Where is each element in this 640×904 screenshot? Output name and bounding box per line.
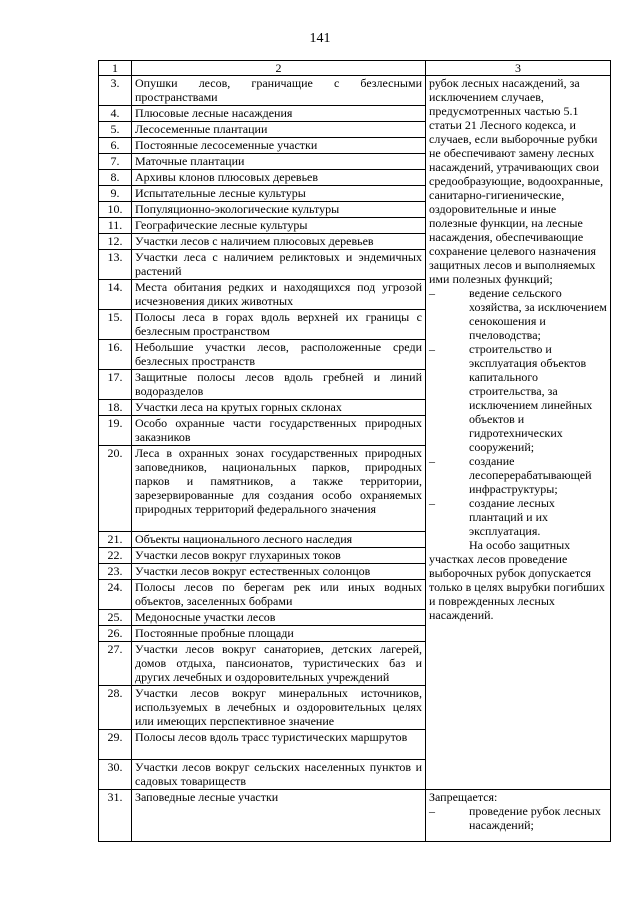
row-number: 12. — [99, 234, 132, 250]
prohibition-cell — [426, 76, 611, 790]
page-number: 141 — [309, 31, 331, 46]
prohibition-item-text: проведение рубок лесных насаждений; — [469, 804, 601, 832]
dash-mark: – — [429, 286, 435, 300]
row-number: 17. — [99, 370, 132, 400]
row-number: 29. — [99, 730, 132, 760]
prohibition-item — [429, 454, 607, 496]
prohibition-intro: рубок лесных насаждений, за исключением случаев, предусмотренных частью 5.1 статьи 21 Лесного кодекса, и случаев, если выборочные рубки не обеспечивают замену лесных насаждений, утрачивающих свои средообразующие, водоохранные, санитарно-гигиенические, оздоровительные и иные полезные функции, на лесные насаждения, обеспечивающие сохранение целевого назначения защитных лесов и выполняемых ими полезных функций; — [429, 76, 604, 286]
row-name: Маточные плантации — [132, 154, 426, 170]
header-cell-1: 1 — [99, 61, 132, 76]
prohibition-item-text: строительство и эксплуатация объектов капитального строительства, за исключением линейных объектов и гидротехнических сооружений; — [469, 342, 593, 454]
table-row — [99, 76, 611, 106]
row-number: 20. — [99, 446, 132, 532]
row-name: Постоянные лесосеменные участки — [132, 138, 426, 154]
row-name: Защитные полосы лесов вдоль гребней и линий водоразделов — [132, 370, 426, 400]
row-name: Участки лесов вокруг минеральных источников, используемых в лечебных и оздоровительных целях или имеющих перспективное значение — [132, 686, 426, 730]
row-number: 26. — [99, 626, 132, 642]
row-name: Заповедные лесные участки — [132, 790, 426, 842]
table-body — [99, 76, 611, 842]
row-name: Участки леса на крутых горных склонах — [132, 400, 426, 416]
row-number: 4. — [99, 106, 132, 122]
row-number: 27. — [99, 642, 132, 686]
prohibition-item-text: ведение сельского хозяйства, за исключением сенокошения и пчеловодства; — [469, 286, 607, 342]
row-number: 5. — [99, 122, 132, 138]
forest-rules-table — [98, 60, 611, 842]
row-name: Опушки лесов, граничащие с безлесными пространствами — [132, 76, 426, 106]
row-name: Участки лесов вокруг санаториев, детских лагерей, домов отдыха, пансионатов, туристических баз и других лечебных и оздоровительных учреждений — [132, 642, 426, 686]
row-number: 24. — [99, 580, 132, 610]
row-name: Постоянные пробные площади — [132, 626, 426, 642]
row-number: 28. — [99, 686, 132, 730]
dash-mark: – — [429, 454, 435, 468]
row-name: Участки лесов вокруг естественных солонцов — [132, 564, 426, 580]
row-name: Леса в охранных зонах государственных природных заповедников, национальных парков, природных парков и памятников, а также территории, зарезервированные для создания особо охраняемых природных территорий федерального значения — [132, 446, 426, 532]
header-cell-2: 2 — [132, 61, 426, 76]
prohibition-item — [429, 496, 607, 538]
row-number: 7. — [99, 154, 132, 170]
protected-areas-note: На особо защитных участках лесов проведение выборочных рубок допускается только в целях вырубки погибших и поврежденных лесных насаждений. — [429, 538, 605, 622]
prohibition-item — [429, 342, 607, 454]
row-name: Полосы леса в горах вдоль верхней их границы с безлесным пространством — [132, 310, 426, 340]
row-name: Испытательные лесные культуры — [132, 186, 426, 202]
row-number: 10. — [99, 202, 132, 218]
row-name: Лесосеменные плантации — [132, 122, 426, 138]
row-number: 30. — [99, 760, 132, 790]
row-name: Полосы лесов по берегам рек или иных водных объектов, заселенных бобрами — [132, 580, 426, 610]
row-name: Полосы лесов вдоль трасс туристических маршрутов — [132, 730, 426, 760]
row-name: Участки леса с наличием реликтовых и эндемичных растений — [132, 250, 426, 280]
dash-mark: – — [429, 804, 435, 818]
row-number: 22. — [99, 548, 132, 564]
row-number: 25. — [99, 610, 132, 626]
row-name: Участки лесов вокруг сельских населенных пунктов и садовых товариществ — [132, 760, 426, 790]
row-name: Места обитания редких и находящихся под угрозой исчезновения диких животных — [132, 280, 426, 310]
dash-mark: – — [429, 496, 435, 510]
row-name: Особо охранные части государственных природных заказников — [132, 416, 426, 446]
dash-mark: – — [429, 342, 435, 356]
row-number: 13. — [99, 250, 132, 280]
header-cell-3: 3 — [426, 61, 611, 76]
row-name: Популяционно-экологические культуры — [132, 202, 426, 218]
row-name: Участки лесов с наличием плюсовых деревьев — [132, 234, 426, 250]
prohibition-cell — [426, 790, 611, 842]
row-name: Плюсовые лесные насаждения — [132, 106, 426, 122]
table-row-last — [99, 790, 611, 842]
row-name: Небольшие участки лесов, расположенные среди безлесных пространств — [132, 340, 426, 370]
row-name: Архивы клонов плюсовых деревьев — [132, 170, 426, 186]
row-number: 23. — [99, 564, 132, 580]
row-number: 3. — [99, 76, 132, 106]
row-number: 8. — [99, 170, 132, 186]
row-number: 21. — [99, 532, 132, 548]
table-header-row — [99, 61, 611, 76]
prohibition-item-text: создание лесоперерабатывающей инфраструктуры; — [469, 454, 592, 496]
row-name: Участки лесов вокруг глухариных токов — [132, 548, 426, 564]
row-number: 18. — [99, 400, 132, 416]
row-number: 19. — [99, 416, 132, 446]
prohibition-item — [429, 286, 607, 342]
row-number: 11. — [99, 218, 132, 234]
prohibition-item-text: создание лесных плантаций и их эксплуатация. — [469, 496, 555, 538]
row-number: 15. — [99, 310, 132, 340]
row-name: Объекты национального лесного наследия — [132, 532, 426, 548]
row-number: 9. — [99, 186, 132, 202]
row-name: Географические лесные культуры — [132, 218, 426, 234]
prohibition-title: Запрещается: — [429, 790, 498, 804]
prohibition-item — [429, 804, 607, 832]
row-number: 14. — [99, 280, 132, 310]
row-name: Медоносные участки лесов — [132, 610, 426, 626]
row-number: 16. — [99, 340, 132, 370]
row-number: 31. — [99, 790, 132, 842]
row-number: 6. — [99, 138, 132, 154]
